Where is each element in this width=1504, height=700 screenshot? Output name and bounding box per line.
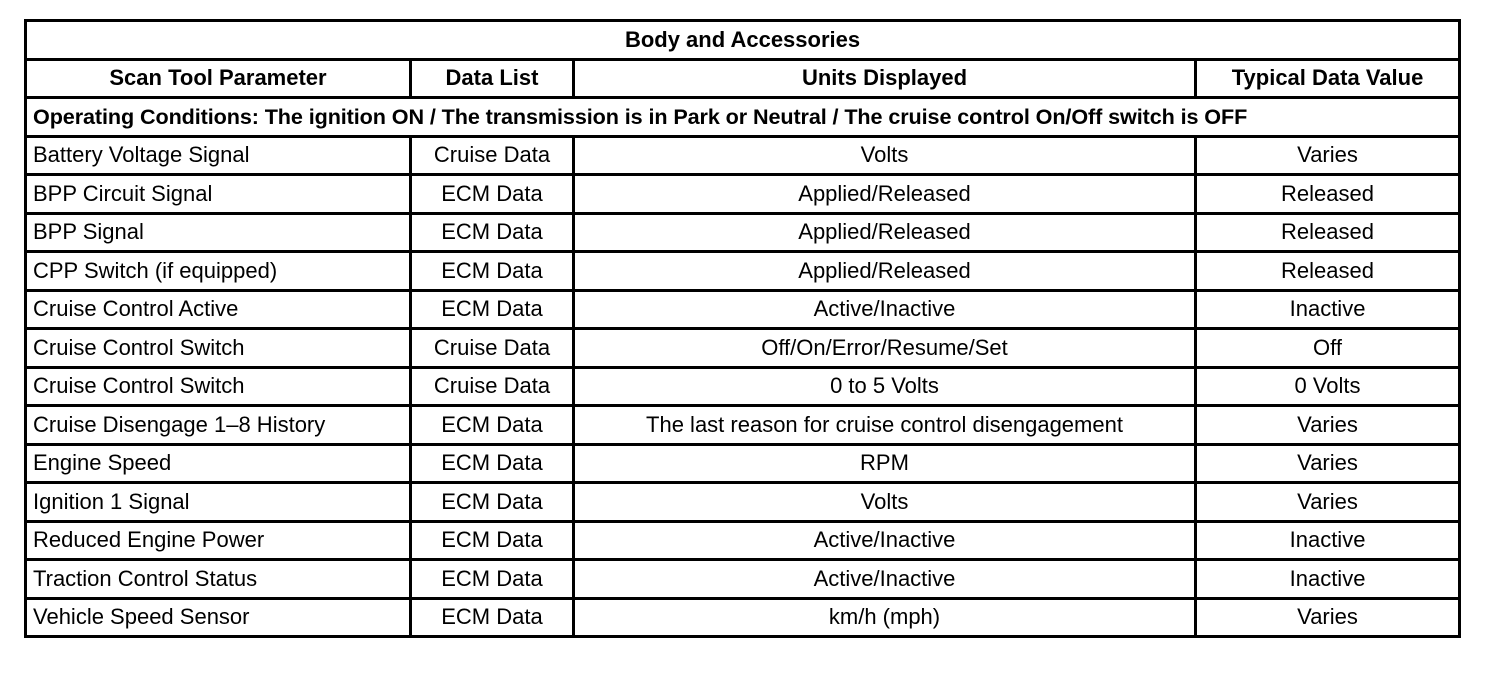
data-list-cell: ECM Data: [411, 252, 574, 291]
table-row: [26, 290, 1460, 329]
units-cell: RPM: [574, 444, 1196, 483]
operating-conditions: Operating Conditions: The ignition ON / The transmission is in Park or Neutral / The cruise control On/Off switch is OFF: [26, 98, 1460, 137]
units-cell: km/h (mph): [574, 598, 1196, 637]
units-cell: The last reason for cruise control disengagement: [574, 406, 1196, 445]
parameter-cell: Cruise Disengage 1–8 History: [26, 406, 411, 445]
typical-value-cell: Off: [1196, 329, 1460, 368]
units-cell: 0 to 5 Volts: [574, 367, 1196, 406]
units-cell: Volts: [574, 136, 1196, 175]
data-list-cell: Cruise Data: [411, 329, 574, 368]
parameter-cell: Cruise Control Switch: [26, 367, 411, 406]
table-row: [26, 252, 1460, 291]
parameter-cell: BPP Signal: [26, 213, 411, 252]
table-title-row: [26, 21, 1460, 60]
data-list-cell: Cruise Data: [411, 136, 574, 175]
data-list-cell: ECM Data: [411, 290, 574, 329]
parameter-cell: Reduced Engine Power: [26, 521, 411, 560]
table-row: [26, 406, 1460, 445]
parameter-cell: Engine Speed: [26, 444, 411, 483]
column-header-units: Units Displayed: [574, 59, 1196, 98]
parameter-cell: Vehicle Speed Sensor: [26, 598, 411, 637]
table-row: [26, 444, 1460, 483]
typical-value-cell: 0 Volts: [1196, 367, 1460, 406]
typical-value-cell: Varies: [1196, 136, 1460, 175]
parameter-cell: CPP Switch (if equipped): [26, 252, 411, 291]
data-list-cell: ECM Data: [411, 406, 574, 445]
typical-value-cell: Released: [1196, 213, 1460, 252]
parameter-cell: Ignition 1 Signal: [26, 483, 411, 522]
column-header-data-list: Data List: [411, 59, 574, 98]
data-list-cell: ECM Data: [411, 444, 574, 483]
typical-value-cell: Varies: [1196, 598, 1460, 637]
units-cell: Applied/Released: [574, 252, 1196, 291]
units-cell: Active/Inactive: [574, 290, 1196, 329]
parameter-cell: Battery Voltage Signal: [26, 136, 411, 175]
typical-value-cell: Varies: [1196, 483, 1460, 522]
table-row: [26, 136, 1460, 175]
units-cell: Volts: [574, 483, 1196, 522]
typical-value-cell: Inactive: [1196, 560, 1460, 599]
table-row: [26, 175, 1460, 214]
data-list-cell: ECM Data: [411, 483, 574, 522]
typical-value-cell: Released: [1196, 175, 1460, 214]
operating-conditions-row: [26, 98, 1460, 137]
table-row: [26, 598, 1460, 637]
table-row: [26, 367, 1460, 406]
units-cell: Off/On/Error/Resume/Set: [574, 329, 1196, 368]
data-list-cell: ECM Data: [411, 598, 574, 637]
table-row: [26, 213, 1460, 252]
typical-value-cell: Varies: [1196, 406, 1460, 445]
typical-value-cell: Inactive: [1196, 521, 1460, 560]
table-title: Body and Accessories: [26, 21, 1460, 60]
data-list-cell: ECM Data: [411, 213, 574, 252]
data-table-container: [24, 19, 1458, 638]
units-cell: Applied/Released: [574, 213, 1196, 252]
table-row: [26, 521, 1460, 560]
column-header-typical-value: Typical Data Value: [1196, 59, 1460, 98]
data-list-cell: ECM Data: [411, 521, 574, 560]
typical-value-cell: Inactive: [1196, 290, 1460, 329]
data-list-cell: Cruise Data: [411, 367, 574, 406]
typical-value-cell: Varies: [1196, 444, 1460, 483]
units-cell: Active/Inactive: [574, 521, 1196, 560]
table-row: [26, 329, 1460, 368]
parameter-cell: BPP Circuit Signal: [26, 175, 411, 214]
table-row: [26, 560, 1460, 599]
units-cell: Applied/Released: [574, 175, 1196, 214]
table-header-row: [26, 59, 1460, 98]
units-cell: Active/Inactive: [574, 560, 1196, 599]
typical-value-cell: Released: [1196, 252, 1460, 291]
data-list-cell: ECM Data: [411, 560, 574, 599]
parameter-cell: Cruise Control Active: [26, 290, 411, 329]
parameter-cell: Traction Control Status: [26, 560, 411, 599]
parameter-cell: Cruise Control Switch: [26, 329, 411, 368]
scan-tool-data-table: [24, 19, 1461, 638]
table-row: [26, 483, 1460, 522]
data-list-cell: ECM Data: [411, 175, 574, 214]
column-header-parameter: Scan Tool Parameter: [26, 59, 411, 98]
